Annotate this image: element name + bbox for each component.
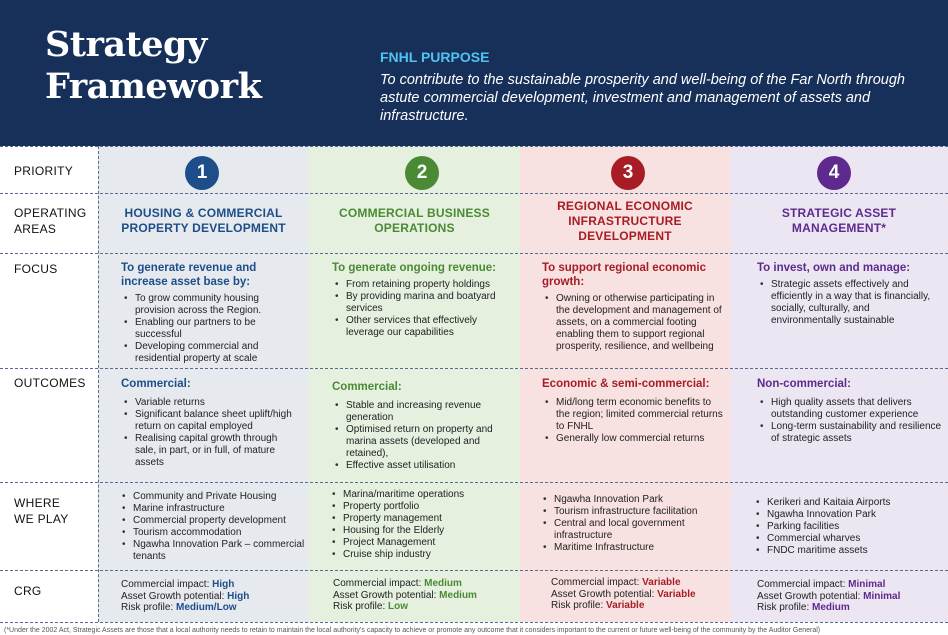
divider xyxy=(0,622,948,623)
crg-3 xyxy=(551,577,729,612)
list-item: • Project Management xyxy=(343,537,514,549)
focus-1 xyxy=(121,261,301,365)
row-label-priority: PRIORITY xyxy=(14,164,74,178)
area-line: PROPERTY DEVELOPMENT xyxy=(121,221,286,235)
crg-value: Minimal xyxy=(863,590,901,602)
outcomes-heading: Non-commercial: xyxy=(757,378,851,390)
crg-value: High xyxy=(212,579,235,590)
area-line: HOUSING & COMMERCIAL xyxy=(124,206,283,220)
row-label-outcomes: OUTCOMES xyxy=(14,376,86,390)
crg-label: Asset Growth potential: xyxy=(121,590,225,602)
crg-line xyxy=(121,602,306,614)
crg-value: Variable xyxy=(642,577,681,588)
divider xyxy=(0,570,948,571)
list-item: • Property portfolio xyxy=(343,501,514,513)
list-item: • Developing commercial and residential property at scale xyxy=(135,341,301,365)
divider xyxy=(0,368,948,369)
crg-line xyxy=(757,579,945,591)
focus-heading: To generate ongoing revenue: xyxy=(332,262,496,274)
where-we-play-4 xyxy=(753,497,943,557)
list-item: • Long-term sustainability and resilience of strategic assets xyxy=(771,421,942,445)
where-we-play-2 xyxy=(329,489,514,561)
focus-heading: To generate revenue and increase asset base by: xyxy=(121,262,257,288)
crg-line xyxy=(121,579,306,591)
row-label-operating-areas xyxy=(14,205,87,237)
crg-line xyxy=(551,589,729,601)
list-item: • Owning or otherwise participating in the development and management of assets, on a commercial footing enabling them to support regional prosperity, resilience, and wellbeing xyxy=(556,293,724,353)
footnote: (*Under the 2002 Act, Strategic Assets are those that a local authority needs to retain to maintain the local authority's capacity to achieve or promote any outcome that it considers important to the current or future well-being of the community by the Auditor General) xyxy=(4,627,821,634)
operating-area-4 xyxy=(733,206,945,236)
crg-line xyxy=(333,578,518,590)
area-line: DEVELOPMENT xyxy=(578,229,672,243)
list-item: • Variable returns xyxy=(135,397,301,409)
list-item: • Effective asset utilisation xyxy=(346,460,512,472)
purpose-heading: FNHL PURPOSE xyxy=(380,49,490,65)
list-item: • Parking facilities xyxy=(767,521,943,533)
outcomes-4 xyxy=(757,377,942,445)
outcomes-heading: Economic & semi-commercial: xyxy=(542,378,710,390)
operating-area-2 xyxy=(311,206,518,236)
list-item: • Enabling our partners to be successful xyxy=(135,317,301,341)
title-line-2: Framework xyxy=(45,66,262,107)
outcomes-2 xyxy=(332,380,512,472)
priority-1-badge: 1 xyxy=(185,156,219,190)
list-item: • Other services that effectively leverage our capabilities xyxy=(346,315,514,339)
crg-value: Variable xyxy=(606,600,645,611)
priority-4-badge: 4 xyxy=(817,156,851,190)
crg-label: Asset Growth potential: xyxy=(551,588,655,600)
where-we-play-1 xyxy=(119,491,307,563)
focus-4 xyxy=(757,261,942,327)
row-label-focus: FOCUS xyxy=(14,262,58,276)
list-item: • Tourism accommodation xyxy=(133,527,307,539)
crg-line xyxy=(333,590,518,602)
list-item: • Generally low commercial returns xyxy=(556,433,724,445)
crg-line xyxy=(551,577,729,589)
list-item: • Maritime Infrastructure xyxy=(554,542,725,554)
operating-area-1 xyxy=(100,206,307,236)
crg-label: Asset Growth potential: xyxy=(333,589,437,601)
crg-value: Medium xyxy=(439,589,477,601)
list-item: • Cruise ship industry xyxy=(343,549,514,561)
title-line-1: Strategy xyxy=(45,24,207,65)
list-item: • Mid/long term economic benefits to the region; limited commercial returns to FNHL xyxy=(556,397,724,433)
list-item: • Optimised return on property and marina assets (developed and retained), xyxy=(346,424,512,460)
crg-line xyxy=(757,591,945,603)
focus-heading: To invest, own and manage: xyxy=(757,262,911,274)
list-item: • Ngawha Innovation Park – commercial tenants xyxy=(133,539,307,563)
crg-label: Risk profile: xyxy=(551,600,604,611)
row-label-line: WE PLAY xyxy=(14,512,69,526)
list-item: • Realising capital growth through sale, in part, or in full, of mature assets xyxy=(135,433,301,469)
divider xyxy=(0,482,948,483)
priority-2-badge: 2 xyxy=(405,156,439,190)
page-title xyxy=(45,24,261,108)
list-item: • From retaining property holdings xyxy=(346,279,514,291)
outcomes-3 xyxy=(542,377,724,445)
list-item: • Strategic assets effectively and efficiently in a way that is financially, socially, culturally, and environmentally sustainable xyxy=(771,279,942,327)
list-item: • Community and Private Housing xyxy=(133,491,307,503)
list-item: • Kerikeri and Kaitaia Airports xyxy=(767,497,943,509)
crg-label: Asset Growth potential: xyxy=(757,590,861,602)
list-item: • To grow community housing provision across the Region. xyxy=(135,293,301,317)
crg-label: Commercial impact: xyxy=(757,579,846,590)
row-label-where-we-play xyxy=(14,495,69,527)
outcomes-heading: Commercial: xyxy=(332,381,402,393)
list-item: • FNDC maritime assets xyxy=(767,545,943,557)
list-item: • Significant balance sheet uplift/high return on capital employed xyxy=(135,409,301,433)
crg-value: Medium/Low xyxy=(176,602,237,613)
list-item: • Commercial property development xyxy=(133,515,307,527)
list-item: • Marine infrastructure xyxy=(133,503,307,515)
list-item: • Ngawha Innovation Park xyxy=(554,494,725,506)
crg-value: Medium xyxy=(424,578,462,589)
divider xyxy=(0,193,948,194)
crg-line xyxy=(757,602,945,614)
crg-label: Commercial impact: xyxy=(551,577,640,588)
operating-area-3 xyxy=(522,199,728,244)
crg-line xyxy=(551,600,729,612)
crg-label: Commercial impact: xyxy=(121,579,210,590)
crg-value: Minimal xyxy=(848,579,886,590)
crg-4 xyxy=(757,579,945,614)
row-label-line: WHERE xyxy=(14,496,61,510)
purpose-text: To contribute to the sustainable prosperity and well-being of the Far North through astute commercial development, investment and management of assets and infrastructure. xyxy=(380,72,905,124)
priority-3-badge: 3 xyxy=(611,156,645,190)
crg-label: Risk profile: xyxy=(333,601,386,612)
list-item: • Tourism infrastructure facilitation xyxy=(554,506,725,518)
list-item: • Stable and increasing revenue generation xyxy=(346,400,512,424)
focus-2 xyxy=(332,261,514,339)
list-item: • By providing marina and boatyard services xyxy=(346,291,514,315)
divider xyxy=(0,253,948,254)
list-item: • Property management xyxy=(343,513,514,525)
crg-1 xyxy=(121,579,306,614)
outcomes-heading: Commercial: xyxy=(121,378,191,390)
crg-label: Risk profile: xyxy=(121,602,174,613)
crg-value: High xyxy=(227,590,250,602)
divider xyxy=(0,146,948,147)
crg-line xyxy=(333,601,518,613)
area-line: REGIONAL ECONOMIC xyxy=(557,199,693,213)
row-label-line: AREAS xyxy=(14,222,57,236)
focus-heading: To support regional economic growth: xyxy=(542,262,706,288)
crg-2 xyxy=(333,578,518,613)
crg-value: Variable xyxy=(657,588,696,600)
list-item: • Housing for the Elderly xyxy=(343,525,514,537)
area-line: OPERATIONS xyxy=(374,221,455,235)
area-line: MANAGEMENT* xyxy=(791,221,887,235)
divider-vertical xyxy=(98,146,99,622)
area-line: COMMERCIAL BUSINESS xyxy=(339,206,490,220)
list-item: • Commercial wharves xyxy=(767,533,943,545)
header-banner xyxy=(0,0,948,146)
crg-label: Commercial impact: xyxy=(333,578,422,589)
row-label-line: OPERATING xyxy=(14,206,87,220)
list-item: • Central and local government infrastructure xyxy=(554,518,725,542)
list-item: • Marina/maritime operations xyxy=(343,489,514,501)
area-line: STRATEGIC ASSET xyxy=(781,206,897,220)
where-we-play-3 xyxy=(540,494,725,554)
focus-3 xyxy=(542,261,724,353)
crg-label: Risk profile: xyxy=(757,602,810,613)
crg-value: Medium xyxy=(812,602,850,613)
row-label-crg: CRG xyxy=(14,584,42,598)
list-item: • Ngawha Innovation Park xyxy=(767,509,943,521)
list-item: • High quality assets that delivers outstanding customer experience xyxy=(771,397,942,421)
crg-line xyxy=(121,591,306,603)
outcomes-1 xyxy=(121,377,301,469)
area-line: INFRASTRUCTURE xyxy=(568,214,682,228)
crg-value: Low xyxy=(388,601,409,612)
